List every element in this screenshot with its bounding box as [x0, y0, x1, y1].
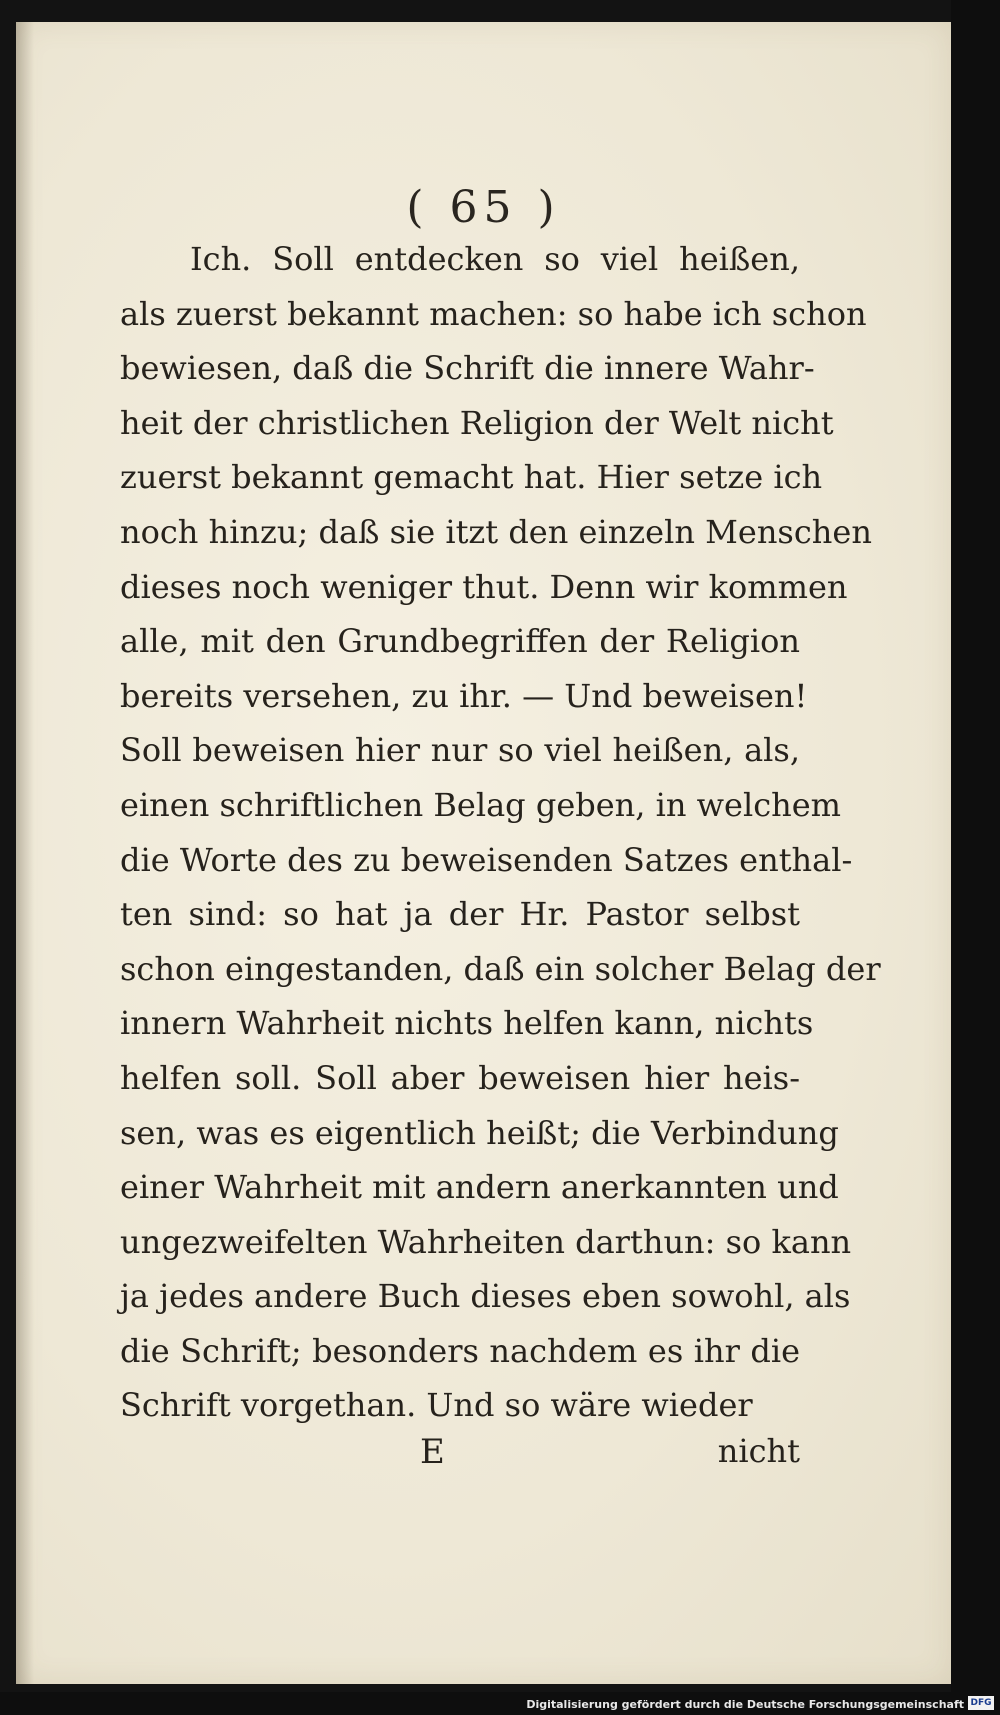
text-line: bewiesen, daß die Schrift die innere Wahr-	[120, 349, 815, 388]
text-line: Soll beweisen hier nur so viel heißen, als,	[120, 731, 800, 770]
text-line: alle, mit den Grundbegriffen der Religion	[120, 622, 800, 661]
signature-mark: E	[420, 1432, 445, 1472]
text-line: als zuerst bekannt machen: so habe ich schon	[120, 294, 867, 333]
text-line: ja jedes andere Buch dieses eben sowohl, als	[120, 1277, 851, 1316]
text-line: schon eingestanden, daß ein solcher Belag der	[120, 949, 881, 988]
text-line: helfen soll. Soll aber beweisen hier heis-	[120, 1058, 800, 1097]
page-number: ( 65 )	[406, 182, 561, 233]
text-line: einer Wahrheit mit andern anerkannten und	[120, 1168, 839, 1207]
text-line: ten sind: so hat ja der Hr. Pastor selbst	[120, 895, 800, 934]
text-line: die Schrift; besonders nachdem es ihr die	[120, 1331, 800, 1370]
catchword: nicht	[717, 1432, 800, 1470]
dfg-logo: DFG	[968, 1696, 994, 1710]
text-line: dieses noch weniger thut. Denn wir kommen	[120, 567, 848, 606]
text-line: innern Wahrheit nichts helfen kann, nichts	[120, 1004, 814, 1043]
text-line: Ich. Soll entdecken so viel heißen,	[190, 240, 800, 278]
text-line: zuerst bekannt gemacht hat. Hier setze ich	[120, 458, 823, 497]
text-line: heit der christlichen Religion der Welt nicht	[120, 403, 834, 442]
gutter-shadow	[16, 22, 34, 1684]
text-line: einen schriftlichen Belag geben, in welchem	[120, 785, 842, 824]
text-line: die Worte des zu beweisenden Satzes enthal-	[120, 840, 853, 879]
text-line: ungezweifelten Wahrheiten darthun: so kann	[120, 1222, 852, 1261]
text-line: sen, was es eigentlich heißt; die Verbindung	[120, 1113, 839, 1152]
text-line: bereits versehen, zu ihr. — Und beweisen!	[120, 676, 808, 715]
page-footer-marks	[120, 1432, 800, 1492]
scan-edge	[951, 0, 1000, 1715]
page-text	[120, 232, 881, 1433]
digitization-credit: Digitalisierung gefördert durch die Deutsche Forschungsgemeinschaft	[526, 1698, 964, 1711]
text-line: noch hinzu; daß sie itzt den einzeln Menschen	[120, 512, 872, 551]
text-line: Schrift vorgethan. Und so wäre wieder	[120, 1386, 753, 1425]
